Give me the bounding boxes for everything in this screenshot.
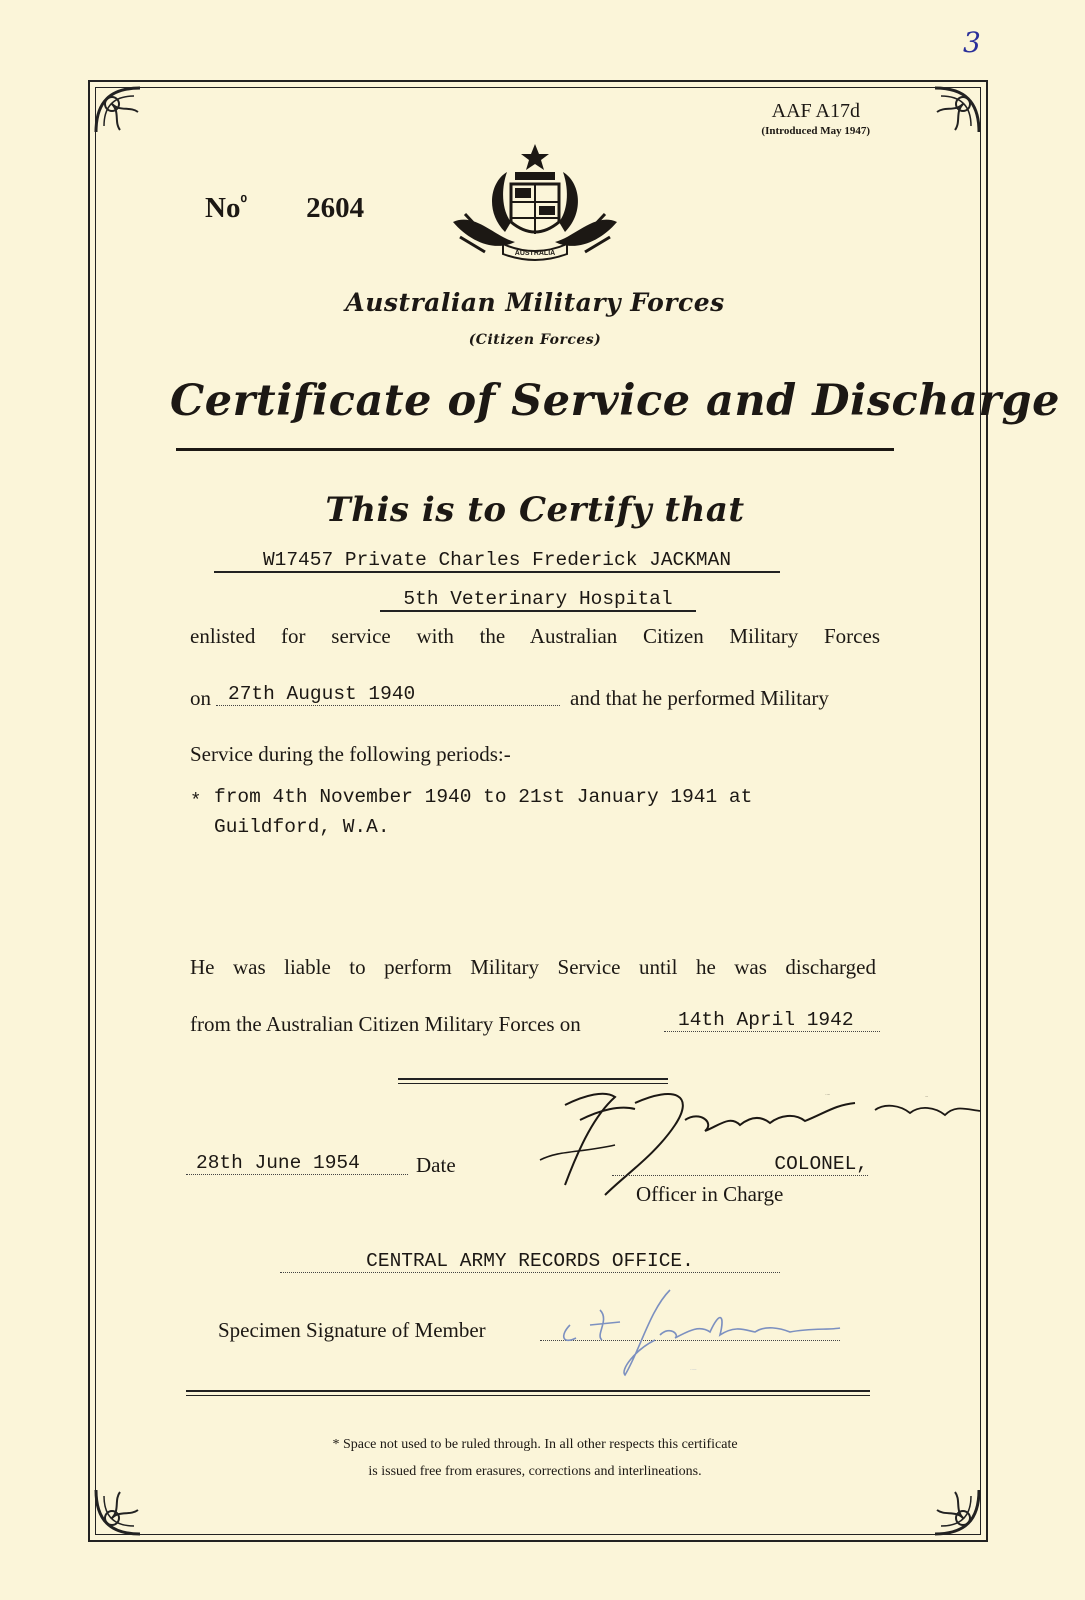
crest-caption: AUSTRALIA [514,250,556,257]
coat-of-arms-emblem [445,142,625,272]
performed-text: and that he performed Military [570,686,829,710]
title-underline [176,448,894,451]
form-code: AAF A17d [771,100,860,122]
number-label: No [205,192,241,224]
discharge-date: 14th April 1942 [664,1009,880,1032]
footnote-line-2: is issued free from erasures, corrections and interlineations. [368,1464,702,1479]
corner-ornament-bottom-right [925,1480,985,1540]
serial-number-block: $No^{^0}$ 2604 [205,192,365,224]
corner-ornament-top-left [90,82,150,142]
form-introduced-note: (Introduced May 1947) [761,125,870,137]
specimen-signature-label: Specimen Signature of Member [218,1318,486,1342]
on-label: on [190,686,211,710]
date-label: Date [416,1153,456,1177]
certify-heading: This is to Certify that [325,490,745,530]
member-name: W17457 Private Charles Frederick JACKMAN [214,549,780,573]
issue-date: 28th June 1954 [186,1152,408,1175]
certificate-title: Certificate of Service and Discharge [170,376,1060,426]
signature-annotation: Major [925,1097,929,1098]
member-unit: 5th Veterinary Hospital [380,588,696,612]
liable-text: He was liable to perform Military Service until he was discharged [190,955,876,979]
discharge-from-text: from the Australian Citizen Military Forces on [190,1012,581,1036]
enlistment-date: 27th August 1940 [216,683,560,706]
corner-ornament-bottom-left [90,1480,150,1540]
serial-number: 2604 [306,192,365,224]
corner-ornament-top-right [925,82,985,142]
period-marker: * [190,790,202,812]
periods-text: Service during the following periods:- [190,742,511,766]
member-signature [540,1280,850,1380]
footer-separator [186,1390,870,1396]
member-signature-name: C F Jackman [690,1370,697,1371]
period-line-1: from 4th November 1940 to 21st January 1941 at [214,786,753,808]
organisation-subtitle: (Citizen Forces) [468,332,602,348]
organisation-name: Australian Military Forces [345,288,725,317]
archive-page-number: 3 [963,26,981,59]
records-office: CENTRAL ARMY RECORDS OFFICE. [280,1250,780,1273]
officer-rank: COLONEL, [612,1153,868,1176]
period-line-2: Guildford, W.A. [214,816,390,838]
enlisted-text: enlisted for service with the Australian Citizen Military Forces [190,624,880,648]
footnote-line-1: * Space not used to be ruled through. In all other respects this certificate [332,1437,738,1452]
officer-label: Officer in Charge [636,1182,784,1206]
officer-signature-name: V.J. James [825,1095,830,1096]
